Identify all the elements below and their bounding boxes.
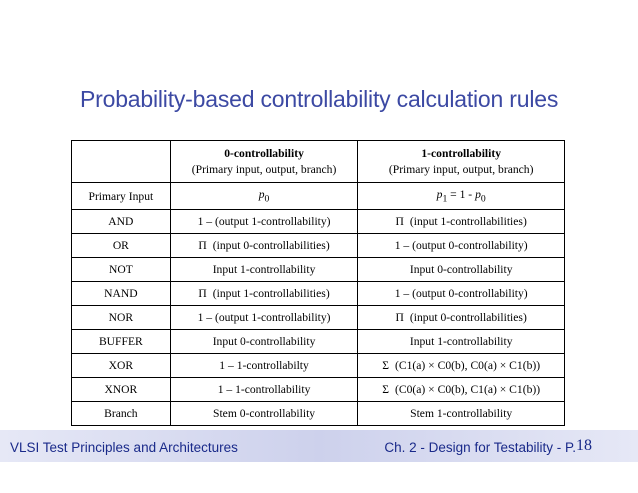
cell-1-controllability: Input 0-controllability xyxy=(358,258,565,282)
row-label: Primary Input xyxy=(72,183,171,210)
table-row xyxy=(72,402,565,426)
cell-0-controllability: 1 – 1-controllability xyxy=(170,378,358,402)
controllability-table xyxy=(71,140,565,426)
row-label: NAND xyxy=(72,282,171,306)
table-body xyxy=(72,210,565,426)
table-row xyxy=(72,354,565,378)
table-header-row xyxy=(72,141,565,183)
row-label: XNOR xyxy=(72,378,171,402)
row-label: NOT xyxy=(72,258,171,282)
cell-0-controllability: 1 – 1-controllabilty xyxy=(170,354,358,378)
header-1-title: 1-controllability xyxy=(421,146,502,160)
row-label: Branch xyxy=(72,402,171,426)
row-label: BUFFER xyxy=(72,330,171,354)
header-0-controllability xyxy=(170,141,358,183)
row-label: OR xyxy=(72,234,171,258)
table-row xyxy=(72,330,565,354)
cell-0-controllability: Stem 0-controllability xyxy=(170,402,358,426)
cell-0-controllability: 1 – (output 1-controllability) xyxy=(170,210,358,234)
slide-title: Probability-based controllability calculation rules xyxy=(80,86,559,112)
table-row xyxy=(72,258,565,282)
cell-1-controllability: Π (input 0-controllabilities) xyxy=(358,306,565,330)
cell-0-controllability: Π (input 0-controllabilities) xyxy=(170,234,358,258)
header-0-sub: (Primary input, output, branch) xyxy=(191,162,337,176)
footer-course-title: VLSI Test Principles and Architectures xyxy=(10,440,238,455)
header-1-sub: (Primary input, output, branch) xyxy=(388,162,534,176)
table-row xyxy=(72,378,565,402)
cell-0-controllability: $p_0$ xyxy=(170,183,358,210)
page-number: 18 xyxy=(576,437,592,454)
table-row xyxy=(72,234,565,258)
header-0-title: 0-controllability xyxy=(224,146,304,160)
footer-bar xyxy=(0,430,638,462)
row-label: NOR xyxy=(72,306,171,330)
row-label: AND xyxy=(72,210,171,234)
cell-0-controllability: Π (input 1-controllabilities) xyxy=(170,282,358,306)
header-1-controllability xyxy=(358,141,565,183)
table-row xyxy=(72,183,565,210)
footer-chapter-label: Ch. 2 - Design for Testability - P. xyxy=(384,440,576,455)
cell-1-controllability: 1 – (output 0-controllability) xyxy=(358,234,565,258)
cell-1-controllability: Stem 1-controllability xyxy=(358,402,565,426)
cell-0-controllability: Input 1-controllability xyxy=(170,258,358,282)
cell-0-controllability: 1 – (output 1-controllability) xyxy=(170,306,358,330)
cell-0-controllability: Input 0-controllability xyxy=(170,330,358,354)
table-row xyxy=(72,210,565,234)
cell-1-controllability: Σ (C1(a) × C0(b), C0(a) × C1(b)) xyxy=(358,354,565,378)
cell-1-controllability: $p_1 = 1 - p_0$ xyxy=(358,183,565,210)
row-label: XOR xyxy=(72,354,171,378)
cell-1-controllability: Σ (C0(a) × C0(b), C1(a) × C1(b)) xyxy=(358,378,565,402)
cell-1-controllability: Π (input 1-controllabilities) xyxy=(358,210,565,234)
table-row xyxy=(72,282,565,306)
header-empty-cell xyxy=(72,141,171,183)
cell-1-controllability: 1 – (output 0-controllability) xyxy=(358,282,565,306)
table-row xyxy=(72,306,565,330)
cell-1-controllability: Input 1-controllability xyxy=(358,330,565,354)
